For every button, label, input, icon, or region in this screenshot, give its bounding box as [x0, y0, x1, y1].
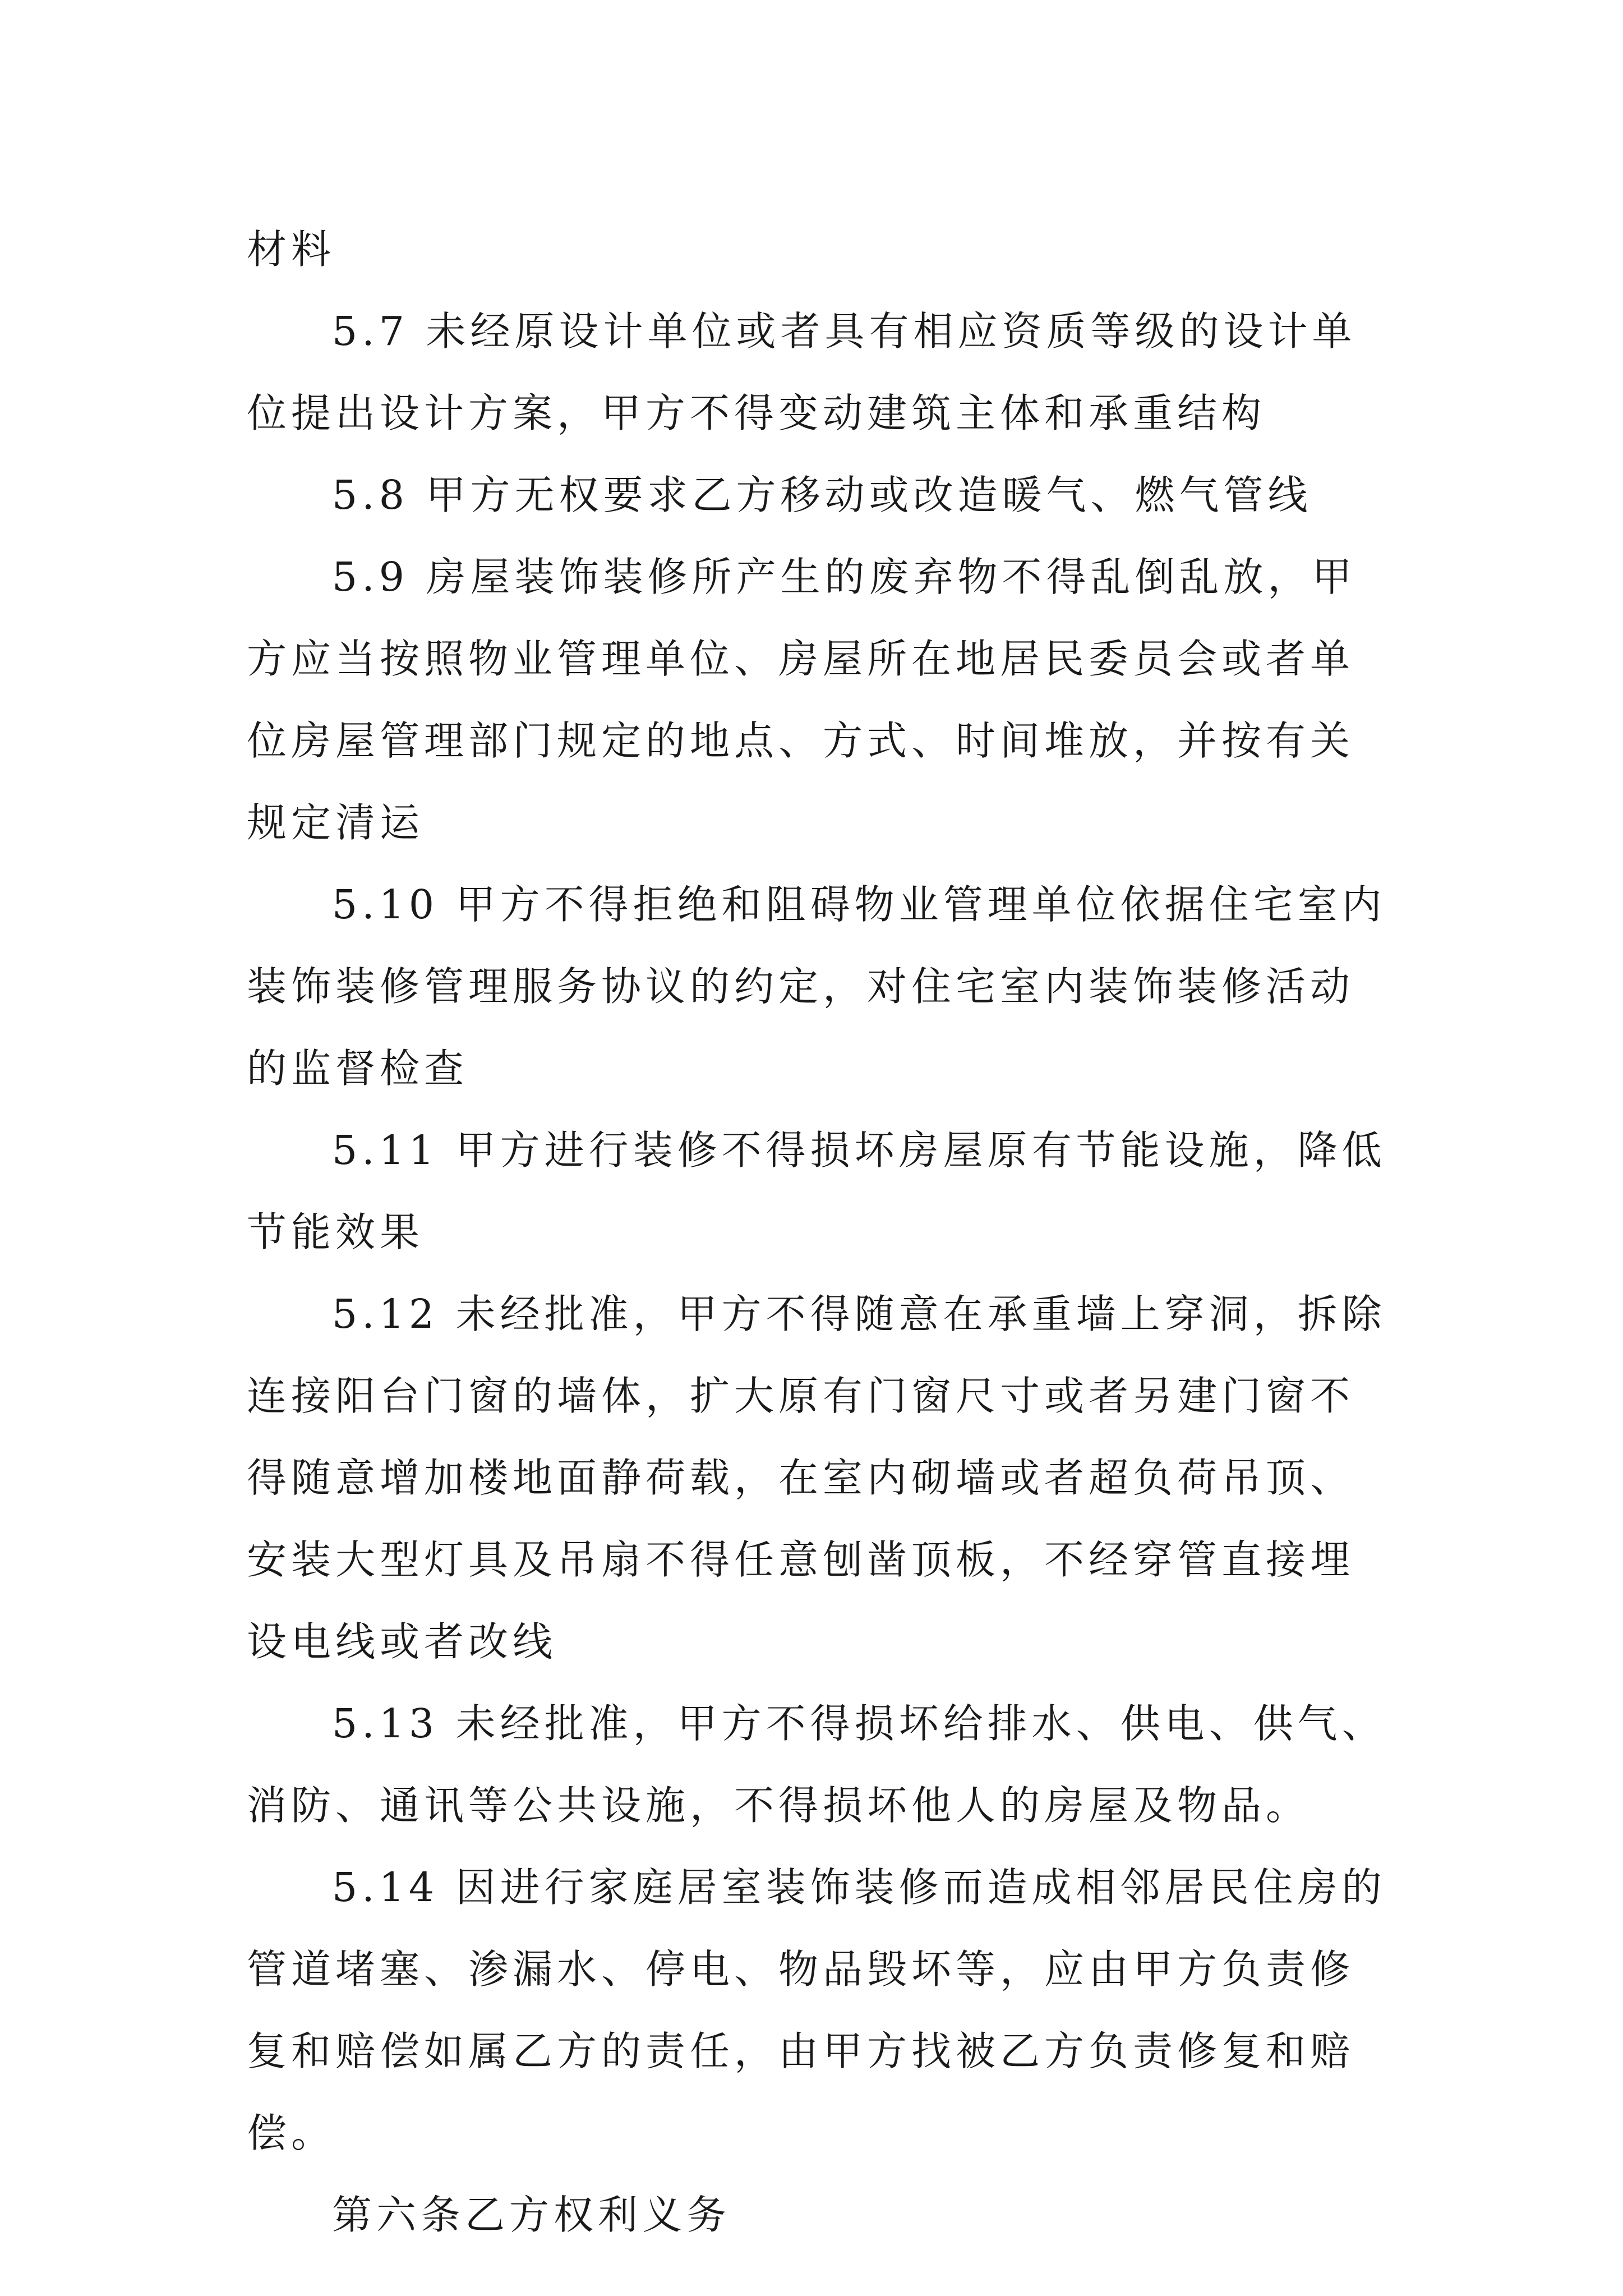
section-heading-article-6: 第六条乙方权利义务: [332, 2192, 731, 2238]
clause-5-12: 5.12 未经批准，甲方不得随意在承重墙上穿洞，拆除连接阳台门窗的墙体，扩大原有门窗尺寸或者另建门窗不得随意增加楼地面静荷载，在室内砌墙或者超负荷吊顶、安装大型灯具及吊扇不得任意刨凿顶板，不经穿管直接埋设电线或者改线: [247, 1291, 1386, 1665]
clause-5-11: 5.11 甲方进行装修不得损坏房屋原有节能设施，降低节能效果: [247, 1127, 1386, 1255]
clause-5-14: 5.14 因进行家庭居室装饰装修而造成相邻居民住房的管道堵塞、渗漏水、停电、物品毁坏等，应由甲方负责修复和赔偿如属乙方的责任，由甲方找被乙方负责修复和赔偿。: [247, 1864, 1386, 2156]
clause-5-10: 5.10 甲方不得拒绝和阻碍物业管理单位依据住宅室内装饰装修管理服务协议的约定，对住宅室内装饰装修活动的监督检查: [247, 881, 1386, 1092]
clause-5-13: 5.13 未经批准，甲方不得损坏给排水、供电、供气、消防、通讯等公共设施，不得损坏他人的房屋及物品。: [247, 1700, 1386, 1829]
paragraph-continuation: 材料: [247, 226, 336, 273]
clause-5-8: 5.8 甲方无权要求乙方移动或改造暖气、燃气管线: [332, 472, 1312, 518]
clause-5-9: 5.9 房屋装饰装修所产生的废弃物不得乱倒乱放，甲方应当按照物业管理单位、房屋所在地居民委员会或者单位房屋管理部门规定的地点、方式、时间堆放，并按有关规定清运: [247, 554, 1357, 846]
document-body: [247, 209, 1396, 2256]
clause-5-7: 5.7 未经原设计单位或者具有相应资质等级的设计单位提出设计方案，甲方不得变动建筑主体和承重结构: [247, 308, 1357, 436]
